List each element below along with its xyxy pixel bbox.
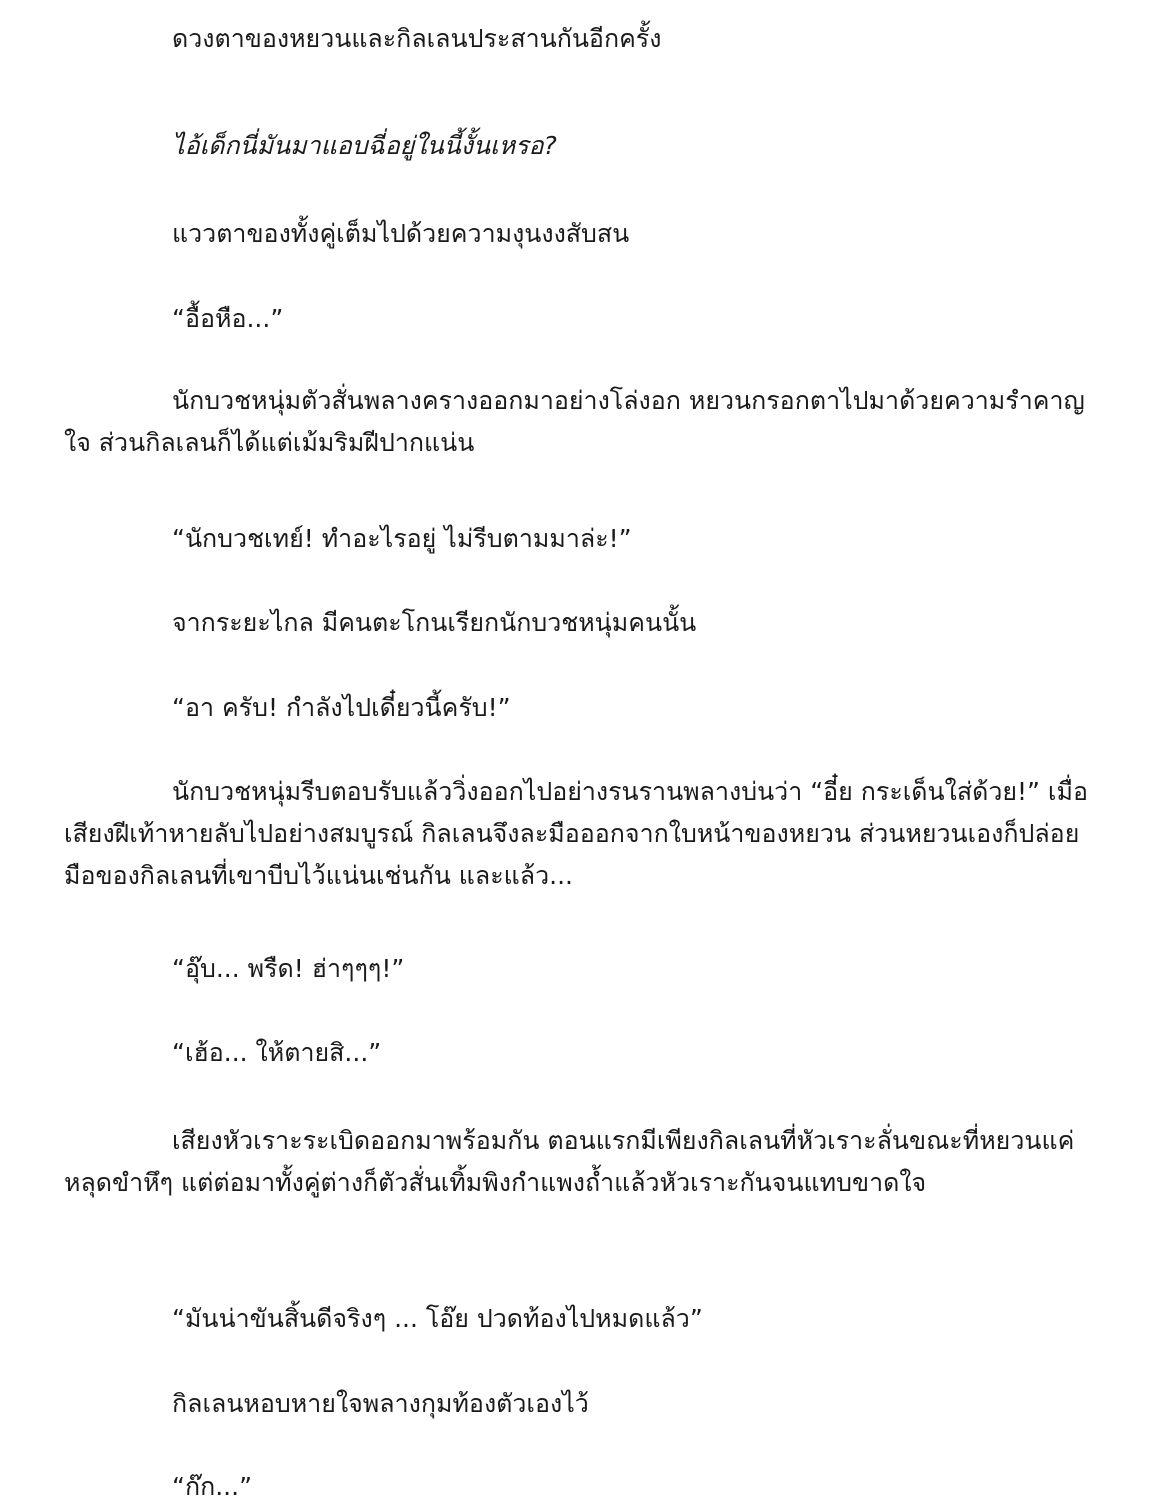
paragraph-5: นักบวชหนุ่มตัวสั่นพลางครางออกมาอย่างโล่งอก หยวนกรอกตาไปมาด้วยความรำคาญใจ ส่วนกิลเลนก็ได้แต่เม้มริมฝีปากแน่น	[64, 386, 1085, 457]
paragraph-15-dialogue: “ก๊ก...”	[172, 1472, 253, 1500]
paragraph-7: จากระยะไกล มีคนตะโกนเรียกนักบวชหนุ่มคนนั้น	[172, 608, 697, 637]
paragraph-3: แววตาของทั้งคู่เต็มไปด้วยความงุนงงสับสน	[172, 219, 630, 248]
paragraph-10-dialogue: “อุ๊บ... พรืด! ฮ่าๆๆๆ!”	[172, 954, 405, 983]
paragraph-14: กิลเลนหอบหายใจพลางกุมท้องตัวเองไว้	[172, 1389, 589, 1418]
paragraph-4-dialogue: “อื้อหือ...”	[172, 304, 284, 333]
paragraph-13-dialogue: “มันน่าขันสิ้นดีจริงๆ ... โอ๊ย ปวดท้องไปหมดแล้ว”	[172, 1304, 703, 1333]
paragraph-9: นักบวชหนุ่มรีบตอบรับแล้ววิ่งออกไปอย่างรนรานพลางบ่นว่า “อี๋ย กระเด็นใส่ด้วย!” เมื่อเสียงฝีเท้าหายลับไปอย่างสมบูรณ์ กิลเลนจึงละมือออกจากใบหน้าของหยวน ส่วนหยวนเองก็ปล่อยมือของกิลเลนที่เขาบีบไว้แน่นเช่นกัน และแล้ว...	[64, 777, 1088, 890]
paragraph-8-dialogue: “อา ครับ! กำลังไปเดี๋ยวนี้ครับ!”	[172, 693, 511, 722]
paragraph-12: เสียงหัวเราะระเบิดออกมาพร้อมกัน ตอนแรกมีเพียงกิลเลนที่หัวเราะลั่นขณะที่หยวนแค่หลุดขำหึๆ แต่ต่อมาทั้งคู่ต่างก็ตัวสั่นเทิ้มพิงกำแพงถ้ำแล้วหัวเราะกันจนแทบขาดใจ	[64, 1126, 1075, 1197]
paragraph-11-dialogue: “เฮ้อ... ให้ตายสิ...”	[172, 1038, 382, 1067]
paragraph-6-dialogue: “นักบวชเทย์! ทำอะไรอยู่ ไม่รีบตามมาล่ะ!”	[172, 524, 632, 553]
paragraph-1: ดวงตาของหยวนและกิลเลนประสานกันอีกครั้ง	[172, 24, 662, 53]
paragraph-2-thought: ไอ้เด็กนี่มันมาแอบฉี่อยู่ในนี้งั้นเหรอ?	[172, 131, 557, 160]
